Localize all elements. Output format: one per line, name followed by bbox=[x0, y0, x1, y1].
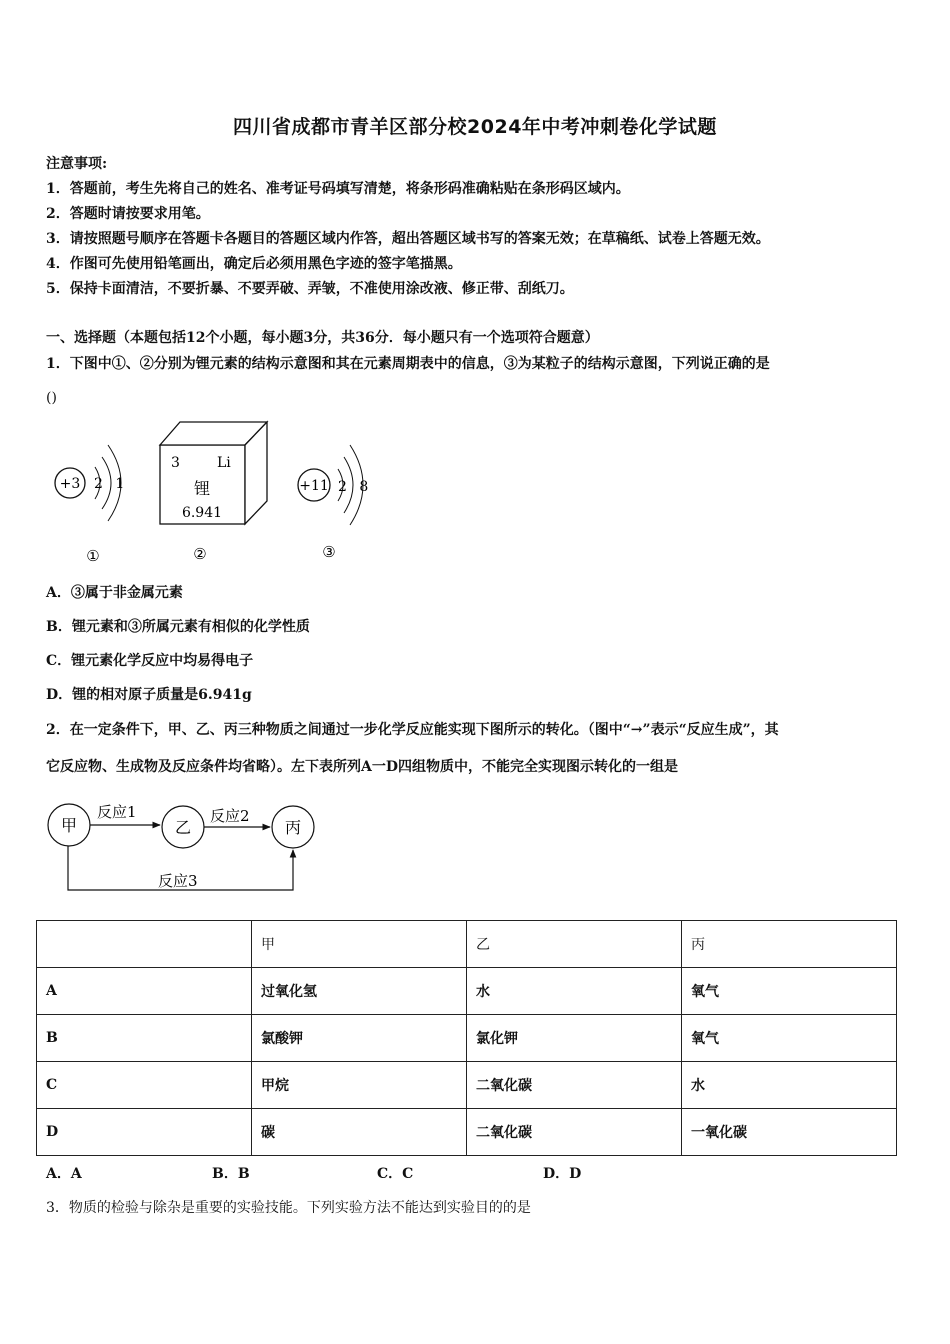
table-cell: 水 bbox=[682, 1062, 897, 1109]
notice-item: 5．保持卡面清洁，不要折暴、不要弄破、弄皱，不准使用涂改液、修正带、刮纸刀。 bbox=[46, 281, 574, 297]
table-cell: D bbox=[37, 1109, 252, 1156]
node-bing-label: 丙 bbox=[284, 818, 302, 837]
section-heading: 一、选择题（本题包括12个小题，每小题3分，共36分．每小题只有一个选项符合题意） bbox=[46, 330, 599, 346]
table-header-row bbox=[37, 921, 897, 968]
reaction-2-label: 反应2 bbox=[210, 807, 250, 825]
atom3-nucleus: +11 bbox=[299, 478, 329, 494]
question-2-stem-line2: 它反应物、生成物及反应条件均省略）。左下表所列A一D四组物质中，不能完全实现图示转化的一组是 bbox=[46, 759, 679, 775]
table-cell: 碳 bbox=[252, 1109, 467, 1156]
cell-label: ② bbox=[193, 545, 207, 563]
node-jia-label: 甲 bbox=[60, 816, 78, 835]
node-yi-label: 乙 bbox=[174, 818, 192, 837]
table-cell: 一氧化碳 bbox=[682, 1109, 897, 1156]
table-cell bbox=[37, 921, 252, 968]
atom1-shells: 2 1 bbox=[94, 476, 129, 492]
table-cell: 过氧化氢 bbox=[252, 968, 467, 1015]
table-cell: 氧气 bbox=[682, 1015, 897, 1062]
table-cell: 氯化钾 bbox=[467, 1015, 682, 1062]
table-cell: 甲烷 bbox=[252, 1062, 467, 1109]
question-2-choice-b: B．B bbox=[212, 1166, 250, 1182]
table-row bbox=[37, 1109, 897, 1156]
atom1-nucleus: +3 bbox=[59, 476, 81, 492]
table-header-cell: 甲 bbox=[252, 921, 467, 968]
answer-table bbox=[36, 920, 897, 1156]
atom-structure-figure bbox=[40, 415, 380, 570]
reaction-3-label: 反应3 bbox=[158, 872, 198, 890]
notice-item: 4．作图可先使用铅笔画出，确定后必须用黑色字迹的签字笔描黑。 bbox=[46, 256, 462, 272]
page-title: 四川省成都市青羊区部分校2024年中考冲刺卷化学试题 bbox=[233, 116, 717, 138]
table-row bbox=[37, 968, 897, 1015]
table-row bbox=[37, 1062, 897, 1109]
table-cell: 水 bbox=[467, 968, 682, 1015]
question-1-bracket: () bbox=[46, 390, 57, 406]
table-cell: 氯酸钾 bbox=[252, 1015, 467, 1062]
question-1-option-b: B．锂元素和③所属元素有相似的化学性质 bbox=[46, 619, 310, 635]
notice-item: 2．答题时请按要求用笔。 bbox=[46, 206, 210, 222]
table-row bbox=[37, 1015, 897, 1062]
notice-item: 3．请按照题号顺序在答题卡各题目的答题区域内作答，超出答题区域书写的答案无效；在草稿纸、试卷上答题无效。 bbox=[46, 231, 770, 247]
question-2-choice-c: C．C bbox=[377, 1166, 414, 1182]
table-cell: A bbox=[37, 968, 252, 1015]
reaction-diagram bbox=[40, 795, 330, 895]
table-cell: B bbox=[37, 1015, 252, 1062]
table-cell: 二氧化碳 bbox=[467, 1062, 682, 1109]
question-3-stem: 3．物质的检验与除杂是重要的实验技能。下列实验方法不能达到实验目的的是 bbox=[46, 1200, 531, 1216]
question-2-stem-line1: 2．在一定条件下，甲、乙、丙三种物质之间通过一步化学反应能实现下图所示的转化。（图中“→”表示“反应生成”，其 bbox=[46, 722, 779, 738]
reaction-1-label: 反应1 bbox=[97, 803, 137, 821]
table-header-cell: 乙 bbox=[467, 921, 682, 968]
table-cell: 二氧化碳 bbox=[467, 1109, 682, 1156]
atom3-shells: 2 8 bbox=[338, 479, 373, 495]
table-header-cell: 丙 bbox=[682, 921, 897, 968]
question-1-stem: 1．下图中①、②分别为锂元素的结构示意图和其在元素周期表中的信息，③为某粒子的结构示意图，下列说正确的是 bbox=[46, 356, 770, 372]
question-2-choice-d: D．D bbox=[543, 1166, 582, 1182]
question-1-option-a: A．③属于非金属元素 bbox=[46, 585, 183, 601]
cell-mass: 6.941 bbox=[181, 505, 223, 521]
cell-atomic-number: 3 bbox=[171, 455, 180, 471]
notice-heading: 注意事项: bbox=[46, 156, 108, 172]
table-cell: 氧气 bbox=[682, 968, 897, 1015]
notice-item: 1．答题前，考生先将自己的姓名、准考证号码填写清楚，将条形码准确粘贴在条形码区域内。 bbox=[46, 181, 630, 197]
question-1-option-d: D．锂的相对原子质量是6.941g bbox=[46, 687, 252, 703]
question-1-option-c: C．锂元素化学反应中均易得电子 bbox=[46, 653, 254, 669]
question-2-choice-a: A．A bbox=[46, 1166, 82, 1182]
cell-symbol: Li bbox=[217, 455, 231, 471]
atom1-label: ① bbox=[86, 547, 100, 565]
atom3-label: ③ bbox=[322, 543, 336, 561]
cell-name: 锂 bbox=[193, 479, 211, 498]
table-cell: C bbox=[37, 1062, 252, 1109]
